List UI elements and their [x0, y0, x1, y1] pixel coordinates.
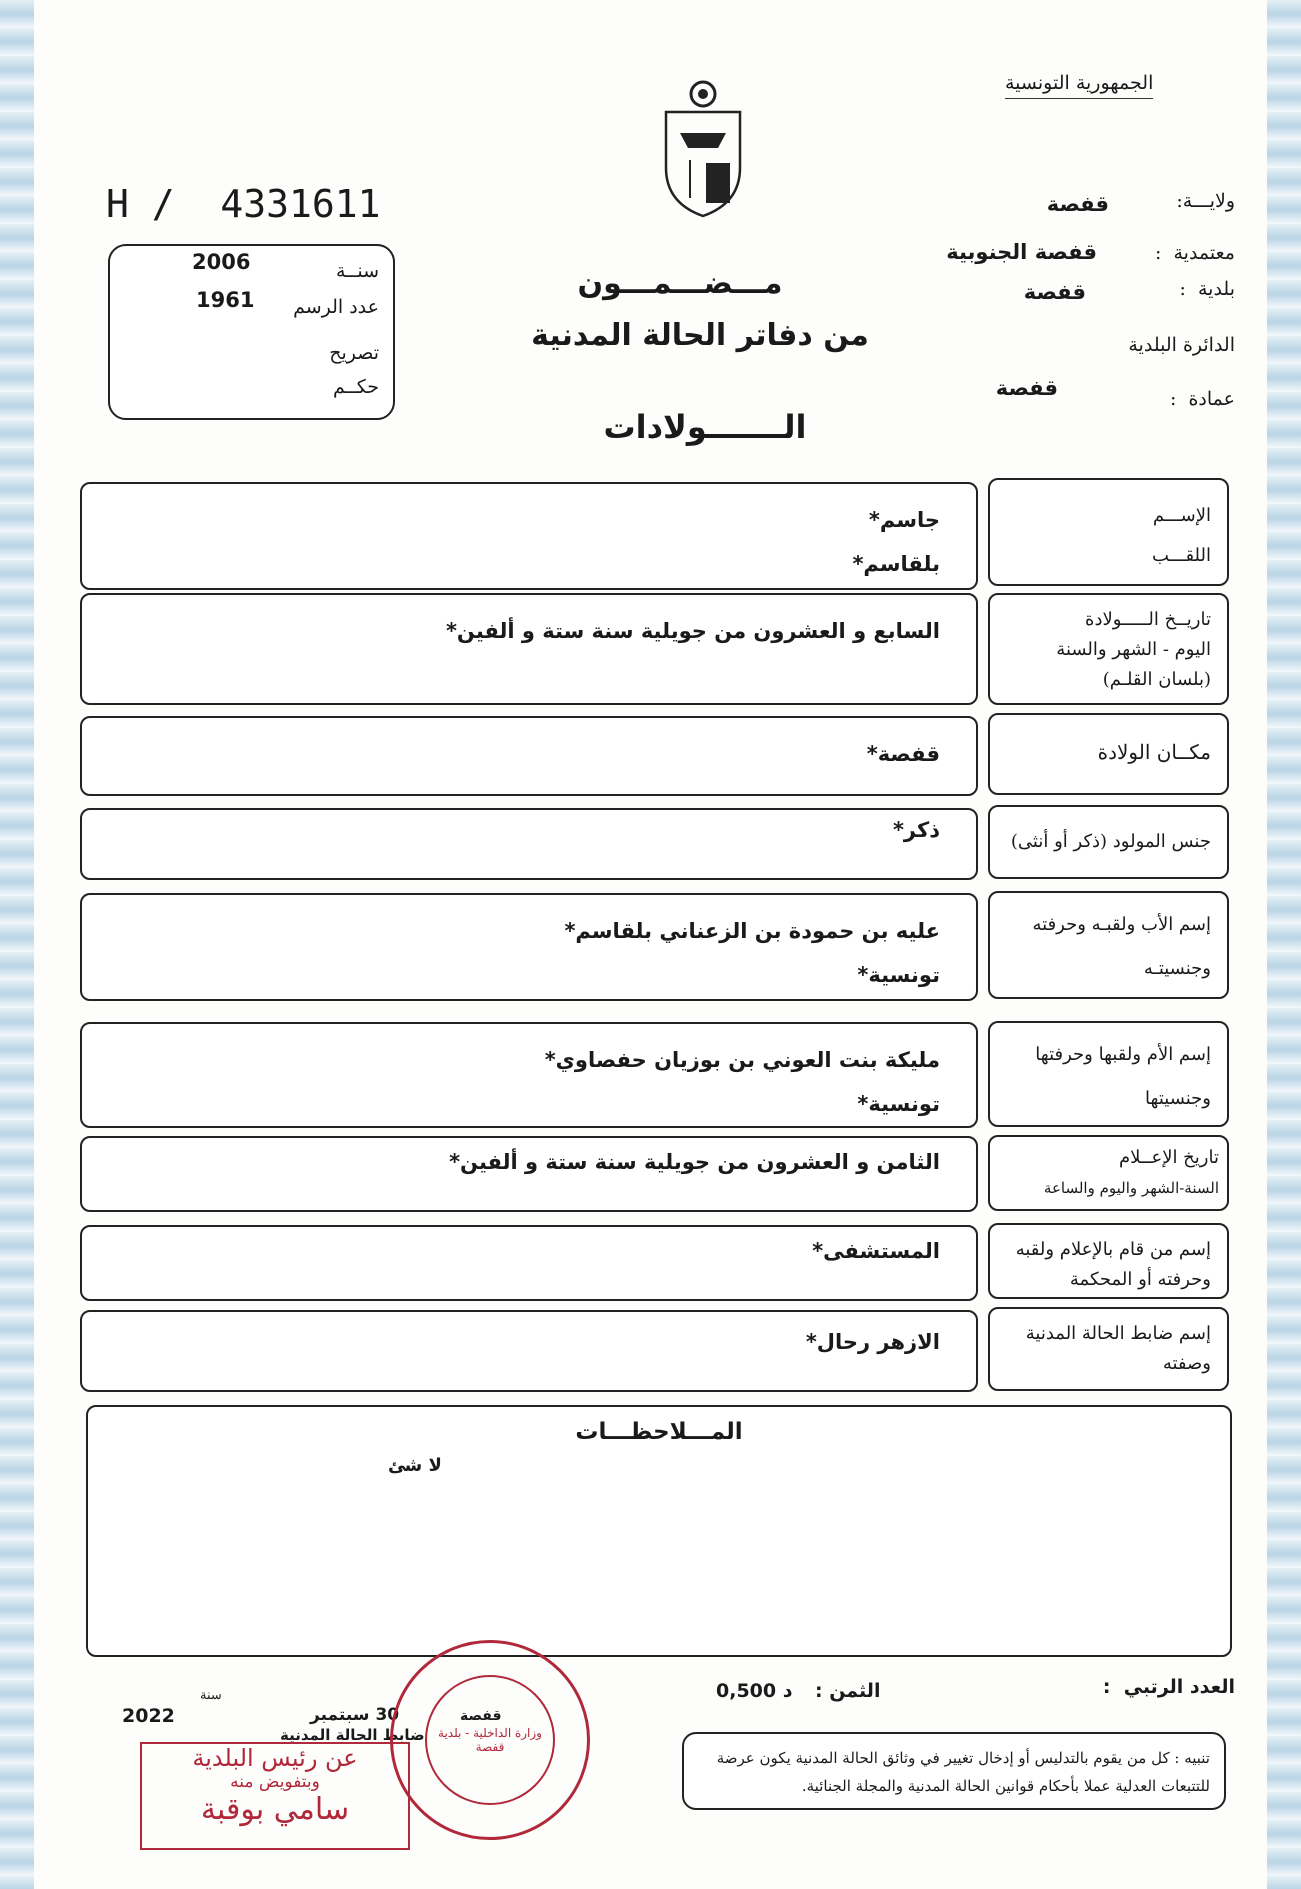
municipality-label: بلدية :: [1179, 278, 1235, 300]
year-label-footer: سنة: [200, 1688, 222, 1703]
act-number-label: عدد الرسم: [293, 296, 379, 318]
birth-place: قفصة*: [866, 742, 940, 766]
mother-label: إسم الأم ولقبها وحرفتها: [1035, 1044, 1211, 1065]
declarant: المستشفى*: [812, 1239, 940, 1263]
birth-place-value-box: [80, 716, 978, 796]
remarks-box: [86, 1405, 1232, 1657]
father-label-box: [988, 891, 1229, 999]
republic-heading: الجمهورية التونسية: [1005, 72, 1153, 99]
document-serial-number: H / 4331611: [106, 182, 381, 226]
sex-value-box: [80, 808, 978, 880]
official-seal: [390, 1640, 590, 1840]
title-summary: مـــضـــمـــون: [577, 266, 783, 301]
declaration-date-label: تاريخ الإعــلام: [1119, 1147, 1219, 1168]
title-births: الـــــــولادات: [603, 408, 807, 446]
issue-date: 30 سبتمبر: [310, 1705, 400, 1725]
first-name-label: الإســـم: [1152, 505, 1211, 526]
first-name: جاسم*: [868, 508, 940, 532]
birth-date-note: (بلسان القلـم): [1102, 669, 1211, 690]
left-border-decoration: [0, 0, 34, 1889]
birth-date-label: تاريــخ الـــــولادة: [1085, 609, 1211, 630]
surname: بلقاسم*: [852, 552, 940, 576]
declaration-date-label-box: [988, 1135, 1229, 1211]
father-value-box: [80, 893, 978, 1001]
fraud-notice: تنبيه : كل من يقوم بالتدليس أو إدخال تغيير في وثائق الحالة المدنية يكون عرضة للتتبعات العدلية عملا بأحكام قوانين الحالة المدنية والمجلة الجنائية.: [682, 1732, 1226, 1810]
sex: ذكر*: [892, 818, 940, 842]
title-registers: من دفاتر الحالة المدنية: [531, 318, 869, 353]
declaration-date-sublabel: السنة-الشهر واليوم والساعة: [1043, 1179, 1219, 1197]
surname-label: اللقـــب: [1151, 545, 1211, 566]
municipality-value: قفصة: [1023, 280, 1086, 304]
declarant-value-box: [80, 1225, 978, 1301]
declarant-label-box: [988, 1223, 1229, 1299]
mother-value-box: [80, 1022, 978, 1128]
father-nationality: تونسية*: [857, 963, 940, 987]
mother-nationality-label: وجنسيتها: [1145, 1088, 1211, 1109]
father-nationality-label: وجنسيتـه: [1143, 958, 1211, 979]
stamp-line-2: وبتفويض منه: [230, 1772, 320, 1792]
declaration-date: الثامن و العشرون من جويلية سنة ستة و ألفين*: [449, 1150, 940, 1174]
officer-value-box: [80, 1310, 978, 1392]
officer-label: إسم ضابط الحالة المدنية: [1025, 1323, 1211, 1344]
civil-officer: الازهر رحال*: [805, 1330, 940, 1354]
birth-date-label-box: [988, 593, 1229, 705]
mother-label-box: [988, 1021, 1229, 1127]
remarks-title: المـــلاحظـــات: [575, 1419, 743, 1445]
remarks-value: لا شئ: [388, 1455, 442, 1476]
year-label: سنــة: [336, 260, 379, 282]
price-label: الثمن :: [815, 1680, 881, 1702]
right-border-decoration: [1267, 0, 1301, 1889]
birth-date-value-box: [80, 593, 978, 705]
officer-label-box: [988, 1307, 1229, 1391]
officer-sublabel: وصفته: [1162, 1353, 1211, 1374]
registry-box: [108, 244, 395, 420]
coat-of-arms-icon: [660, 78, 746, 218]
declaration-date-value-box: [80, 1136, 978, 1212]
seal-text: وزارة الداخلية - بلدية قفصة: [425, 1675, 555, 1805]
municipal-circle-label: الدائرة البلدية: [1128, 334, 1235, 356]
issue-place: قفصة: [460, 1708, 502, 1724]
stamp-line-3: سامي بوقبة: [200, 1792, 350, 1827]
declarant-sublabel: وحرفته أو المحكمة: [1069, 1269, 1211, 1290]
father-label: إسم الأب ولقبـه وحرفته: [1032, 914, 1211, 935]
act-number-value: 1961: [196, 288, 255, 312]
judgment-label: حكــم: [332, 376, 379, 398]
birth-date: السابع و العشرون من جويلية سنة ستة و ألفين*: [445, 619, 940, 643]
name-label-box: [988, 478, 1229, 586]
price-value: 0,500 د: [716, 1680, 793, 1702]
name-value-box: [80, 482, 978, 590]
year-value: 2006: [192, 250, 251, 274]
birth-place-label-box: [988, 713, 1229, 795]
delegation-value: قفصة الجنوبية: [946, 240, 1097, 264]
birth-date-sublabel: اليوم - الشهر والسنة: [1056, 639, 1211, 660]
delegation-label: معتمدية :: [1155, 242, 1235, 264]
declarant-label: إسم من قام بالإعلام ولقبه: [1015, 1239, 1211, 1260]
imada-value: قفصة: [995, 376, 1058, 400]
father-name: عليه بن حمودة بن الزعناني بلقاسم*: [564, 919, 940, 943]
wilaya-value: قفصة: [1046, 192, 1109, 216]
sex-label-box: [988, 805, 1229, 879]
delegation-stamp: [140, 1742, 410, 1850]
birth-place-label: مكــان الولادة: [1097, 740, 1211, 764]
issue-year: 2022: [122, 1705, 175, 1727]
officer-title: ضابط الحالة المدنية: [280, 1726, 425, 1744]
mother-name: مليكة بنت العوني بن بوزيان حفصاوي*: [544, 1048, 940, 1072]
sex-label: جنس المولود (ذكر أو أنثى): [1010, 831, 1211, 852]
mother-nationality: تونسية*: [857, 1092, 940, 1116]
serial-number-label: العدد الرتبي :: [1102, 1676, 1235, 1698]
declaration-label: تصريح: [329, 342, 379, 364]
stamp-line-1: عن رئيس البلدية: [192, 1744, 358, 1772]
wilaya-label: ولايـــة:: [1176, 190, 1235, 212]
imada-label: عمادة :: [1169, 388, 1235, 410]
